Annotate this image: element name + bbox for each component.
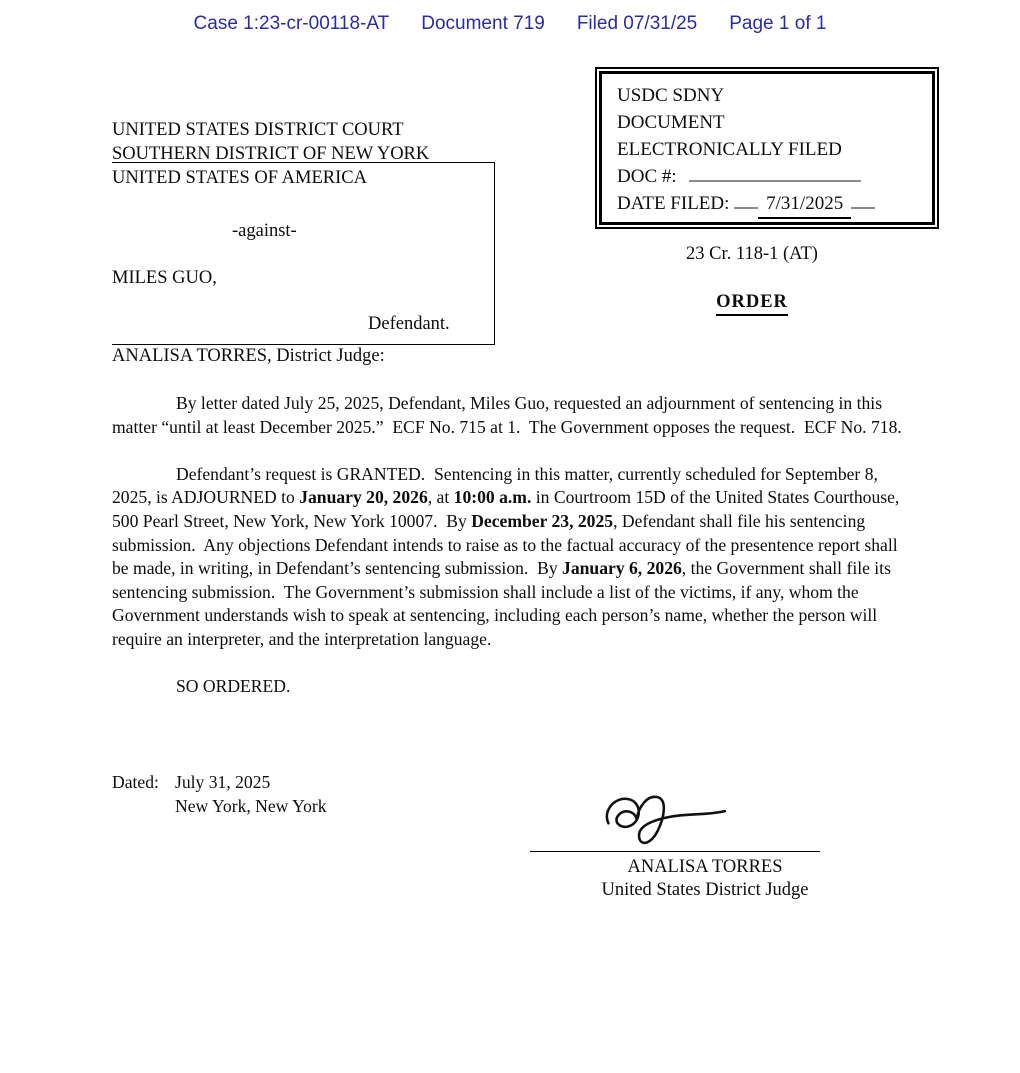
signature-name-block — [560, 856, 850, 902]
order-body — [112, 392, 912, 699]
para2-seg4: in Courtroom 15D of the United States Courthouse, 500 Pearl Street, New York, New York 10007. By — [112, 487, 904, 531]
stamp-date-filed-row — [617, 190, 932, 219]
header-case-number: Case 1:23-cr-00118-AT — [193, 13, 390, 34]
stamp-date-blank-right — [851, 190, 875, 209]
dated-date: July 31, 2025 — [175, 772, 271, 792]
caption-defendant-label: Defendant. — [368, 314, 450, 334]
dated-block — [112, 771, 327, 818]
para2-seg6: , Defendant shall file his sentencing submission. Any objections Defendant intends to raise as to the factual accuracy of the presentence report shall be made, in writing, in Defendant’s sentencing submission. By — [112, 510, 903, 579]
body-paragraph-1: By letter dated July 25, 2025, Defendant, Miles Guo, requested an adjournment of sentencing in this matter “until at least December 2025.” ECF No. 715 at 1. The Government opposes the request. ECF No. 718. — [112, 393, 902, 437]
para2-seg8: , the Government shall file its sentencing submission. The Government’s submission shall include a list of the victims, if any, whom the Government understands wish to speak at sentencing, including each person’s name, whether the person will require an interpreter, and the interpretation language. — [112, 558, 896, 649]
judge-line: ANALISA TORRES, District Judge: — [112, 346, 385, 366]
stamp-document: DOCUMENT — [617, 112, 725, 133]
para2-seg3-bold: 10:00 a.m. — [453, 487, 532, 508]
stamp-doc-label: DOC #: — [617, 166, 677, 187]
judge-signature-icon — [598, 790, 748, 854]
efiling-stamp-box — [595, 67, 939, 229]
para2-seg5-bold: December 23, 2025 — [471, 510, 614, 531]
stamp-date-label: DATE FILED: — [617, 193, 730, 214]
caption-versus: -against- — [232, 221, 297, 241]
stamp-efiled: ELECTRONICALLY FILED — [617, 139, 842, 160]
efiling-stamp-content — [599, 71, 935, 225]
stamp-date-blank-left — [734, 190, 758, 209]
caption-defendant-name: MILES GUO, — [112, 268, 217, 288]
header-filed-date: Filed 07/31/25 — [576, 13, 698, 34]
para2-seg1-bold: January 20, 2026 — [299, 487, 428, 508]
dated-place: New York, New York — [175, 795, 327, 816]
stamp-doc-blank-line — [689, 163, 861, 182]
court-name-block — [112, 118, 429, 166]
caption-plaintiff: UNITED STATES OF AMERICA — [112, 168, 367, 188]
header-page-count: Page 1 of 1 — [729, 13, 827, 34]
stamp-court: USDC SDNY — [617, 85, 725, 106]
para2-seg7-bold: January 6, 2026 — [562, 558, 682, 579]
case-number: 23 Cr. 118-1 (AT) — [686, 244, 818, 264]
stamp-date-value: 7/31/2025 — [758, 190, 851, 219]
order-title: ORDER — [716, 292, 788, 316]
signature-judge-name: ANALISA TORRES — [627, 857, 783, 877]
court-name-line1: UNITED STATES DISTRICT COURT — [112, 120, 404, 140]
para2-seg2: , at — [427, 487, 454, 508]
header-document-number: Document 719 — [421, 13, 545, 34]
dated-label: Dated: — [112, 772, 159, 792]
para2-seg0: Defendant’s request is GRANTED. Sentencing in this matter, currently scheduled for September 8, 2025, is ADJOURNED to — [112, 463, 883, 508]
stamp-doc-number-row — [617, 163, 932, 190]
court-name-line2: SOUTHERN DISTRICT OF NEW YORK — [112, 144, 430, 164]
signature-line — [530, 851, 820, 852]
case-caption-box — [112, 162, 495, 345]
so-ordered-line: SO ORDERED. — [176, 676, 291, 697]
dated-values — [175, 771, 327, 818]
body-paragraph-2 — [112, 463, 912, 652]
right-column — [580, 244, 924, 316]
signature-judge-title: United States District Judge — [601, 880, 809, 900]
ecf-filing-header — [0, 13, 1020, 35]
